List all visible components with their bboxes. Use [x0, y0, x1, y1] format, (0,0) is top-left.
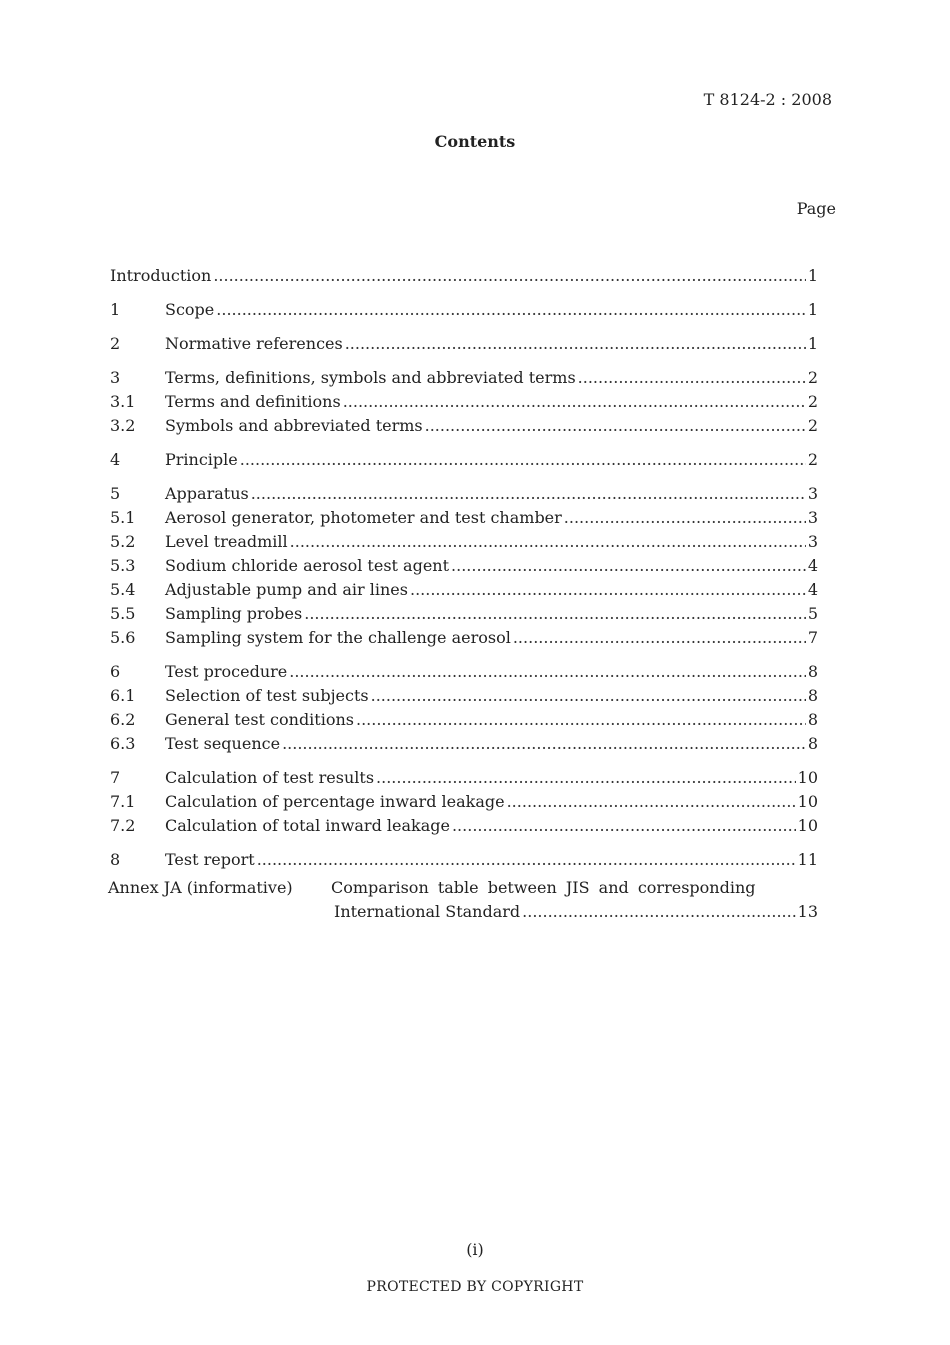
toc-entry[interactable]: [110, 602, 818, 626]
dot-leader: [343, 390, 806, 414]
toc-label: Principle: [165, 450, 238, 469]
toc-page: 2: [807, 416, 818, 435]
toc-page: 1: [807, 300, 818, 319]
toc-label: Sodium chloride aerosol test agent: [165, 556, 450, 575]
toc-number: 7: [110, 768, 121, 787]
toc-entry[interactable]: [110, 766, 818, 790]
toc-entry[interactable]: [110, 482, 818, 506]
dot-leader: [240, 448, 806, 472]
toc-number: 5.1: [110, 508, 136, 527]
toc-entry[interactable]: [110, 390, 818, 414]
toc-number: 5.3: [110, 556, 136, 575]
document-id: T 8124-2 : 2008: [703, 90, 832, 109]
toc-entry[interactable]: [110, 660, 818, 684]
toc-entry[interactable]: [110, 626, 818, 650]
toc-page: 2: [807, 368, 818, 387]
toc-number: 4: [110, 450, 121, 469]
toc-number: 6.2: [110, 710, 136, 729]
dot-leader: [216, 298, 806, 322]
toc-label: Sampling system for the challenge aerosol: [165, 628, 511, 647]
toc-page: 7: [807, 628, 818, 647]
toc-number: 7.2: [110, 816, 136, 835]
toc-label: Selection of test subjects: [165, 686, 369, 705]
toc-number: 5.4: [110, 580, 136, 599]
contents-title: Contents: [434, 132, 516, 151]
annex-page: 13: [797, 902, 818, 921]
dot-leader: [452, 814, 796, 838]
dot-leader: [251, 482, 806, 506]
toc-page: 10: [797, 792, 818, 811]
toc-label: Aerosol generator, photometer and test chamber: [165, 508, 562, 527]
toc-entry[interactable]: [110, 684, 818, 708]
toc-page: 10: [797, 768, 818, 787]
toc-number: 6: [110, 662, 121, 681]
dot-leader: [213, 264, 805, 288]
toc-number: 6.1: [110, 686, 136, 705]
toc-label: Test procedure: [165, 662, 288, 681]
toc-entry[interactable]: [110, 848, 818, 872]
toc-page: 3: [807, 532, 818, 551]
toc-label: Calculation of test results: [165, 768, 375, 787]
page-column-heading: Page: [796, 199, 836, 218]
annex-title-line1: Comparison table between JIS and corresponding: [331, 878, 756, 897]
dot-leader: [282, 732, 806, 756]
toc-number: 1: [110, 300, 121, 319]
dot-leader: [513, 626, 806, 650]
toc-number: 5.5: [110, 604, 136, 623]
toc-entry[interactable]: [110, 448, 818, 472]
toc-number: 3.1: [110, 392, 136, 411]
copyright-notice: PROTECTED BY COPYRIGHT: [366, 1279, 584, 1295]
footer-page-number: (i): [466, 1240, 484, 1259]
toc-label: Scope: [165, 300, 215, 319]
toc-number: 3: [110, 368, 121, 387]
toc-page: 5: [807, 604, 818, 623]
dot-leader: [290, 530, 806, 554]
toc-page: 2: [807, 450, 818, 469]
toc-entry[interactable]: [110, 332, 818, 356]
toc-page: 8: [807, 734, 818, 753]
toc-label: Test report: [165, 850, 255, 869]
toc-label: Level treadmill: [165, 532, 288, 551]
dot-leader: [304, 602, 806, 626]
toc-entry[interactable]: [110, 414, 818, 438]
toc-number: 2: [110, 334, 121, 353]
toc-page: 8: [807, 710, 818, 729]
dot-leader: [356, 708, 806, 732]
toc-page: 1: [807, 334, 818, 353]
toc-entry[interactable]: [110, 732, 818, 756]
annex-title-line2: International Standard: [334, 902, 521, 921]
toc-number: 5.2: [110, 532, 136, 551]
toc-number: 6.3: [110, 734, 136, 753]
toc-label: Apparatus: [165, 484, 249, 503]
dot-leader: [522, 900, 795, 924]
dot-leader: [451, 554, 806, 578]
toc-entry[interactable]: [110, 578, 818, 602]
toc-label: Symbols and abbreviated terms: [165, 416, 423, 435]
toc-page: 10: [797, 816, 818, 835]
dot-leader: [507, 790, 796, 814]
toc-label: Calculation of total inward leakage: [165, 816, 450, 835]
toc-page: 3: [807, 508, 818, 527]
toc-entry[interactable]: [110, 264, 818, 288]
toc-entry[interactable]: [110, 790, 818, 814]
toc-entry[interactable]: [110, 530, 818, 554]
toc-number: 5.6: [110, 628, 136, 647]
toc-label: Normative references: [165, 334, 343, 353]
toc-label: Sampling probes: [165, 604, 303, 623]
toc-number: 8: [110, 850, 121, 869]
toc-entry[interactable]: [110, 506, 818, 530]
toc-page: 3: [807, 484, 818, 503]
dot-leader: [289, 660, 806, 684]
dot-leader: [376, 766, 796, 790]
dot-leader: [371, 684, 806, 708]
toc-number: 7.1: [110, 792, 136, 811]
toc-label: Terms, definitions, symbols and abbreviated terms: [165, 368, 576, 387]
toc-entry[interactable]: [110, 814, 818, 838]
toc-label: Terms and definitions: [165, 392, 341, 411]
toc-entry[interactable]: [110, 554, 818, 578]
toc-page: 1: [807, 266, 818, 285]
table-of-contents: [110, 264, 818, 872]
annex-label: Annex JA (informative): [108, 878, 293, 897]
toc-label: Calculation of percentage inward leakage: [165, 792, 505, 811]
toc-entry[interactable]: [110, 298, 818, 322]
toc-label: General test conditions: [165, 710, 354, 729]
toc-annex-entry[interactable]: [108, 876, 818, 924]
toc-label: Adjustable pump and air lines: [165, 580, 408, 599]
dot-leader: [257, 848, 796, 872]
dot-leader: [345, 332, 806, 356]
toc-entry[interactable]: [110, 708, 818, 732]
dot-leader: [578, 366, 806, 390]
dot-leader: [425, 414, 806, 438]
toc-page: 8: [807, 686, 818, 705]
toc-label: Test sequence: [165, 734, 281, 753]
toc-entry[interactable]: [110, 366, 818, 390]
toc-label: Introduction: [110, 266, 212, 285]
dot-leader: [410, 578, 806, 602]
dot-leader: [564, 506, 806, 530]
toc-number: 3.2: [110, 416, 136, 435]
toc-page: 11: [797, 850, 818, 869]
toc-page: 8: [807, 662, 818, 681]
toc-number: 5: [110, 484, 121, 503]
toc-page: 4: [807, 556, 818, 575]
toc-page: 2: [807, 392, 818, 411]
toc-page: 4: [807, 580, 818, 599]
